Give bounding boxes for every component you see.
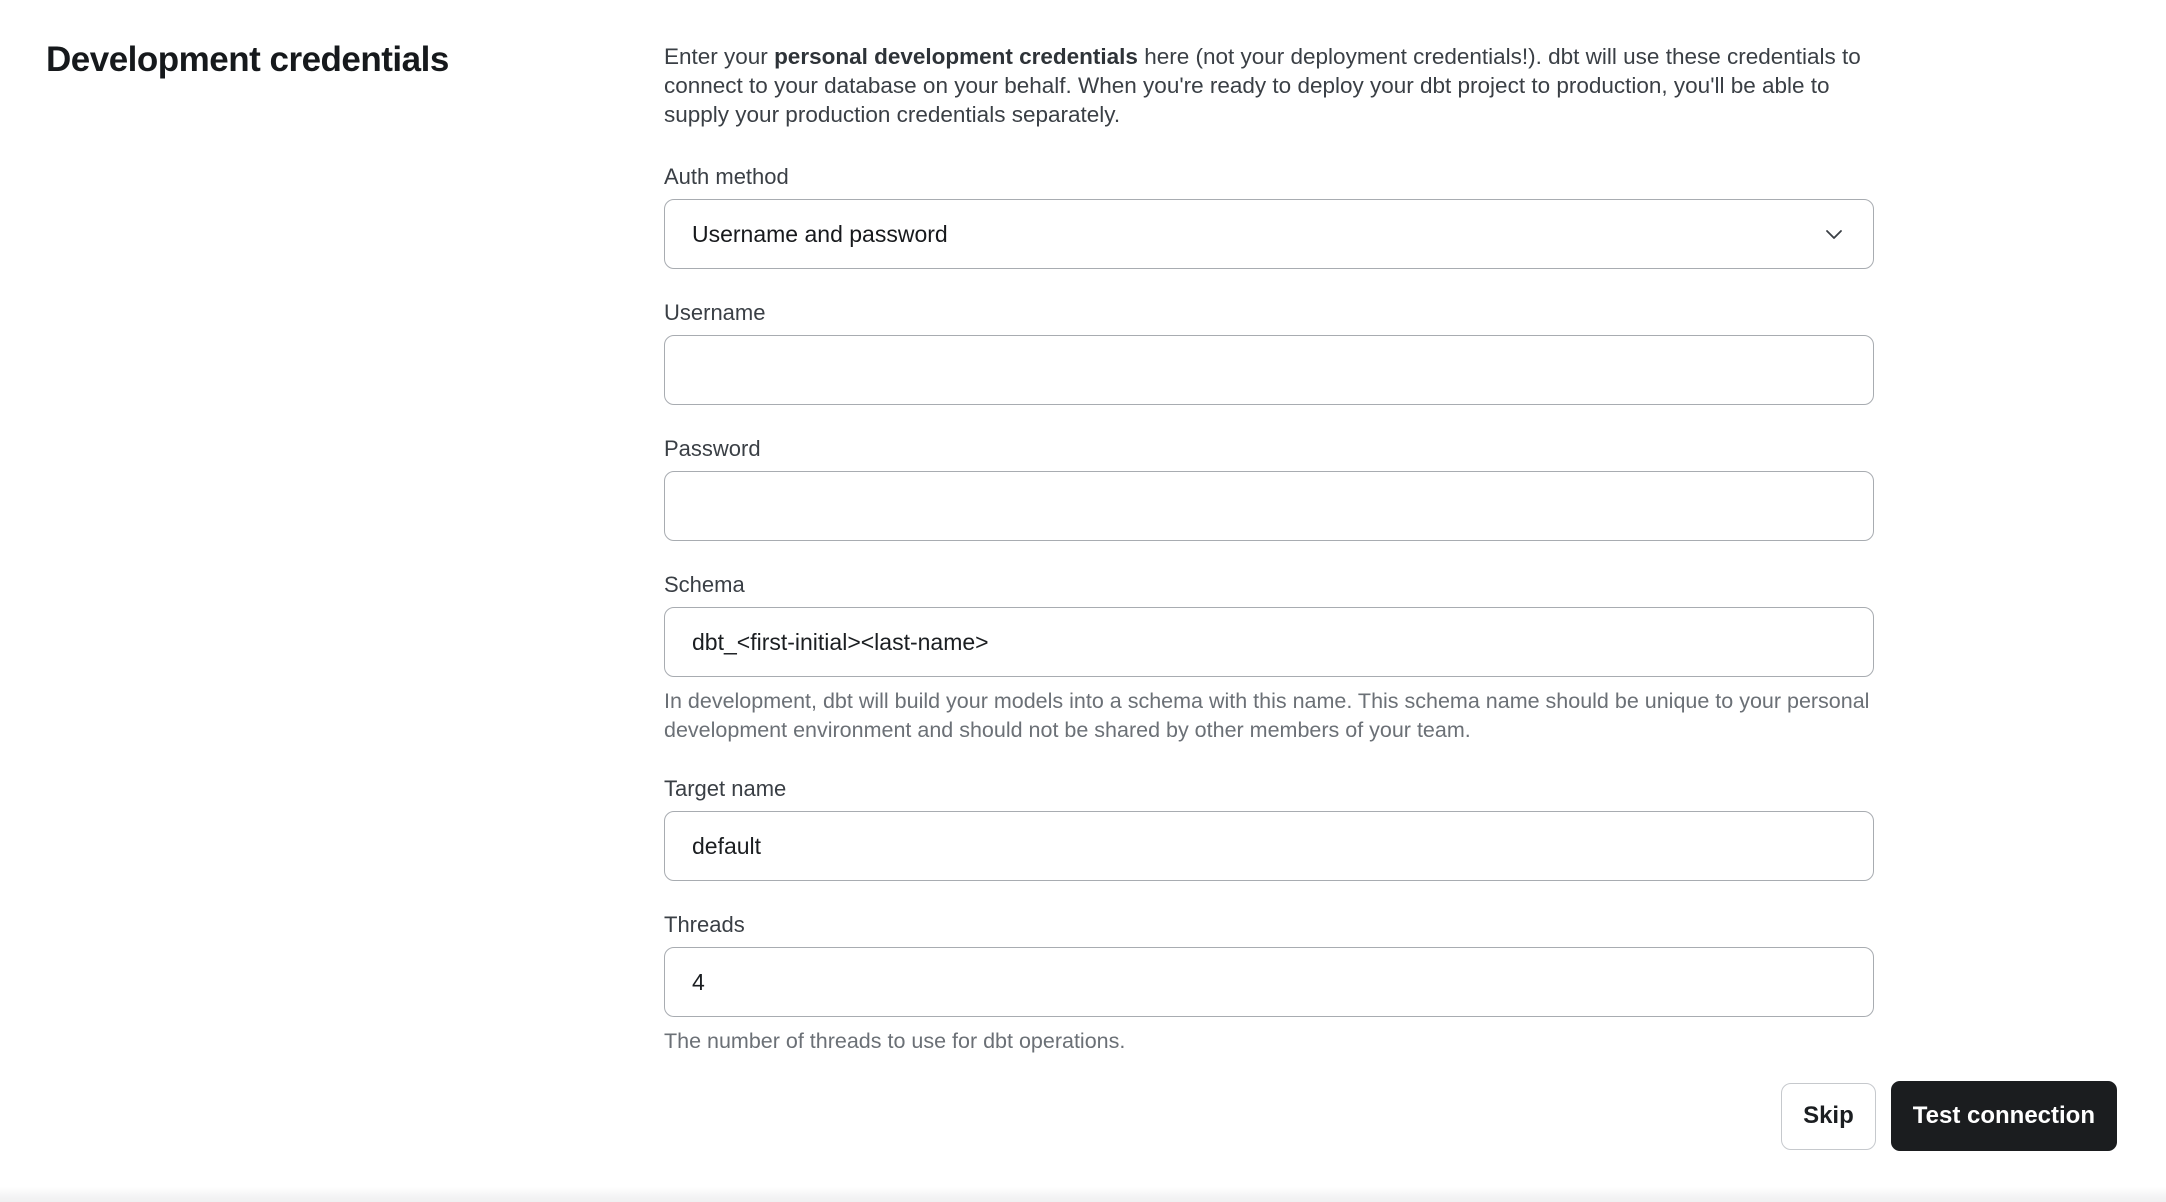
schema-input[interactable] xyxy=(664,607,1874,677)
page-title: Development credentials xyxy=(46,40,449,79)
auth-method-select[interactable] xyxy=(664,199,1874,269)
threads-help-text: The number of threads to use for dbt operations. xyxy=(664,1029,1126,1053)
password-label: Password xyxy=(664,436,761,461)
credentials-form xyxy=(664,42,1874,1086)
password-field-group xyxy=(664,435,1874,541)
target-name-field-group xyxy=(664,775,1874,881)
test-connection-button[interactable]: Test connection xyxy=(1891,1081,2117,1151)
target-name-input[interactable] xyxy=(664,811,1874,881)
skip-button[interactable]: Skip xyxy=(1781,1083,1876,1150)
password-input[interactable] xyxy=(664,471,1874,541)
username-field-group xyxy=(664,299,1874,405)
bottom-page-edge xyxy=(0,1187,2166,1202)
schema-help-text: In development, dbt will build your models into a schema with this name. This schema name should be unique to your personal development environment and should not be shared by other members of your team. xyxy=(664,689,1870,742)
auth-method-selected-value: Username and password xyxy=(692,220,948,247)
auth-method-label: Auth method xyxy=(664,164,789,189)
target-name-label: Target name xyxy=(664,776,787,801)
username-input[interactable] xyxy=(664,335,1874,405)
threads-label: Threads xyxy=(664,912,745,937)
chevron-down-icon xyxy=(1822,222,1846,246)
threads-field-group xyxy=(664,911,1874,1056)
username-label: Username xyxy=(664,300,766,325)
threads-input[interactable] xyxy=(664,947,1874,1017)
intro-post: here (not your deployment credentials!). dbt will use these credentials to connect to your database on your behalf. When you're ready to deploy your dbt project to production, you'll be able to supply your production credentials separately. xyxy=(664,44,1861,127)
form-actions xyxy=(1781,1081,2117,1151)
schema-field-group xyxy=(664,571,1874,745)
auth-method-field xyxy=(664,163,1874,269)
schema-label: Schema xyxy=(664,572,745,597)
intro-text xyxy=(664,42,1874,129)
intro-pre: Enter your xyxy=(664,44,775,69)
intro-bold: personal development credentials xyxy=(774,44,1138,69)
